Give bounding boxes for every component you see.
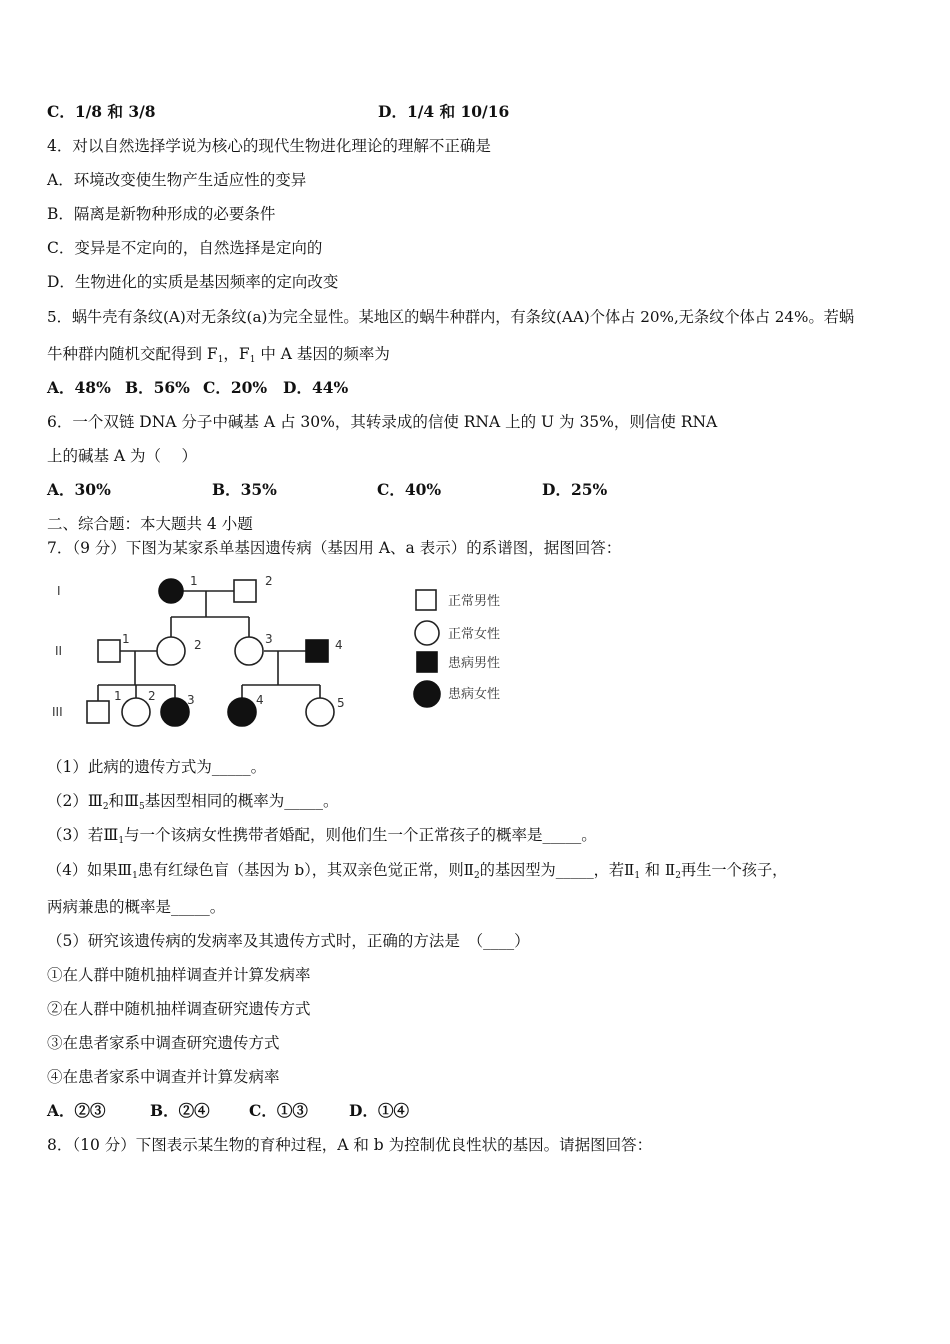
generation-label-2: II xyxy=(55,644,63,658)
q7-part3-sub1: 1 xyxy=(118,836,125,846)
legend-affected-female-symbol xyxy=(414,681,440,707)
pedigree-chart xyxy=(40,565,540,735)
q7-part2-sub1: 2 xyxy=(102,802,109,812)
q5-sub-2: 1 xyxy=(249,355,256,365)
q7-part2-a: （2）Ⅲ xyxy=(47,792,103,810)
individual-II1-normal-male xyxy=(98,640,120,662)
legend-normal-male-symbol xyxy=(416,590,436,610)
legend-affected-male-symbol xyxy=(417,652,437,672)
q6-stem-line2: 上的碱基 A 为（ ） xyxy=(47,447,197,465)
q7-part4-sub2: 2 xyxy=(474,871,480,881)
individual-III4-affected-female xyxy=(228,698,256,726)
q7-option-b: B．②④ xyxy=(150,1101,210,1120)
number-III4: 4 xyxy=(256,693,264,707)
q7-stem: 7．（9 分）下图为某家系单基因遗传病（基因用 A、a 表示）的系谱图，据图回答： xyxy=(47,539,622,557)
q5-option-d: D．44% xyxy=(283,378,349,397)
q7-part4-sub3: 1 xyxy=(634,871,641,881)
q6-option-c: C．40% xyxy=(377,480,442,499)
q5-stem-text-c: 中 A 基因的频率为 xyxy=(255,345,390,363)
q6-option-a: A．30% xyxy=(47,480,111,499)
q7-part5: （5）研究该遗传病的发病率及其遗传方式时，正确的方法是 （____） xyxy=(47,932,530,950)
q5-stem-text-b: ，F xyxy=(223,345,250,363)
individual-I1-affected-female xyxy=(159,579,183,603)
q4-stem: 4．对以自然选择学说为核心的现代生物进化理论的理解不正确是 xyxy=(47,137,491,155)
q7-part3 xyxy=(47,825,597,845)
q6-stem-line1: 6．一个双链 DNA 分子中碱基 A 占 30%，其转录成的信使 RNA 上的 U 为 35%，则信使 RNA xyxy=(47,413,718,431)
number-II3: 3 xyxy=(265,632,273,646)
legend-affected-male-label: 患病男性 xyxy=(448,656,501,671)
q4-option-c: C．变异是不定向的，自然选择是定向的 xyxy=(47,239,323,257)
q3-option-d: D．1/4 和 10/16 xyxy=(378,102,510,121)
number-III3: 3 xyxy=(187,693,195,707)
q7-part4-line2: 两病兼患的概率是_____。 xyxy=(47,898,226,916)
q5-stem-line2 xyxy=(47,344,390,364)
q5-stem-text-a: 牛种群内随机交配得到 F xyxy=(47,345,218,363)
q7-part4-d: 和 Ⅱ xyxy=(640,861,676,879)
q7-part2-c: 基因型相同的概率为_____。 xyxy=(144,792,339,810)
q5-stem-line1: 5．蜗牛壳有条纹(A)对无条纹(a)为完全显性。某地区的蜗牛种群内，有条纹(AA)个体占 20%,无条纹个体占 24%。若蜗 xyxy=(47,308,855,326)
q7-part2-b: 和Ⅲ xyxy=(108,792,139,810)
q7-option-a: A．②③ xyxy=(47,1101,106,1120)
q7-part4-sub4: 2 xyxy=(675,871,681,881)
q7-part1: （1）此病的遗传方式为_____。 xyxy=(47,758,267,776)
q7-part4-e: 再生一个孩子， xyxy=(681,861,788,879)
q6-option-d: D．25% xyxy=(542,480,608,499)
number-II4: 4 xyxy=(335,638,343,652)
q7-part4-a: （4）如果Ⅲ xyxy=(47,861,133,879)
individual-II3-normal-female xyxy=(235,637,263,665)
individual-III5-normal-female xyxy=(306,698,334,726)
q5-option-b: B．56% xyxy=(125,378,190,397)
legend-normal-male-label: 正常男性 xyxy=(448,594,501,609)
q5-option-c: C．20% xyxy=(203,378,268,397)
number-II2: 2 xyxy=(194,638,202,652)
individual-III3-affected-female xyxy=(161,698,189,726)
legend-normal-female-label: 正常女性 xyxy=(448,627,501,642)
q7-part2 xyxy=(47,791,339,811)
q7-part4-line1 xyxy=(47,860,787,880)
q7-option-d: D．①④ xyxy=(349,1101,409,1120)
individual-II4-affected-male xyxy=(306,640,328,662)
q7-statement-2: ②在人群中随机抽样调查研究遗传方式 xyxy=(47,1000,311,1018)
q5-options xyxy=(47,378,348,398)
q5-sub-1: 1 xyxy=(217,355,224,365)
number-III1: 1 xyxy=(114,689,122,703)
individual-II2-normal-female xyxy=(157,637,185,665)
q7-statement-4: ④在患者家系中调查并计算发病率 xyxy=(47,1068,280,1086)
q3-option-c: C．1/8 和 3/8 xyxy=(47,102,156,121)
number-I1: 1 xyxy=(190,574,198,588)
q7-part3-b: 与一个该病女性携带者婚配，则他们生一个正常孩子的概率是_____。 xyxy=(124,826,597,844)
q4-option-d: D．生物进化的实质是基因频率的定向改变 xyxy=(47,273,339,291)
q4-option-a: A．环境改变使生物产生适应性的变异 xyxy=(47,171,307,189)
individual-III1-normal-male xyxy=(87,701,109,723)
number-III2: 2 xyxy=(148,689,156,703)
number-I2: 2 xyxy=(265,574,273,588)
q7-part4-c: 的基因型为_____，若Ⅱ xyxy=(479,861,635,879)
q7-statement-3: ③在患者家系中调查研究遗传方式 xyxy=(47,1034,280,1052)
generation-label-1: I xyxy=(57,584,61,598)
q6-option-b: B．35% xyxy=(212,480,277,499)
individual-III2-normal-female xyxy=(122,698,150,726)
q4-option-b: B．隔离是新物种形成的必要条件 xyxy=(47,205,276,223)
legend-affected-female-label: 患病女性 xyxy=(448,687,501,702)
number-II1: 1 xyxy=(122,632,130,646)
q7-part4-sub1: 1 xyxy=(132,871,138,881)
number-III5: 5 xyxy=(337,696,345,710)
generation-label-3: III xyxy=(52,705,63,719)
q7-part3-a: （3）若Ⅲ xyxy=(47,826,119,844)
q5-option-a: A．48% xyxy=(47,378,111,397)
q7-part4-b: 患有红绿色盲（基因为 b），其双亲色觉正常，则Ⅱ xyxy=(137,861,475,879)
q7-part2-sub2: 5 xyxy=(139,802,145,812)
q7-option-c: C．①③ xyxy=(249,1101,308,1120)
section-heading: 二、综合题：本大题共 4 小题 xyxy=(47,515,253,533)
q7-statement-1: ①在人群中随机抽样调查并计算发病率 xyxy=(47,966,311,984)
individual-I2-normal-male xyxy=(234,580,256,602)
q8-stem: 8．（10 分）下图表示某生物的育种过程，A 和 b 为控制优良性状的基因。请据图回答： xyxy=(47,1136,653,1154)
legend-normal-female-symbol xyxy=(415,621,439,645)
